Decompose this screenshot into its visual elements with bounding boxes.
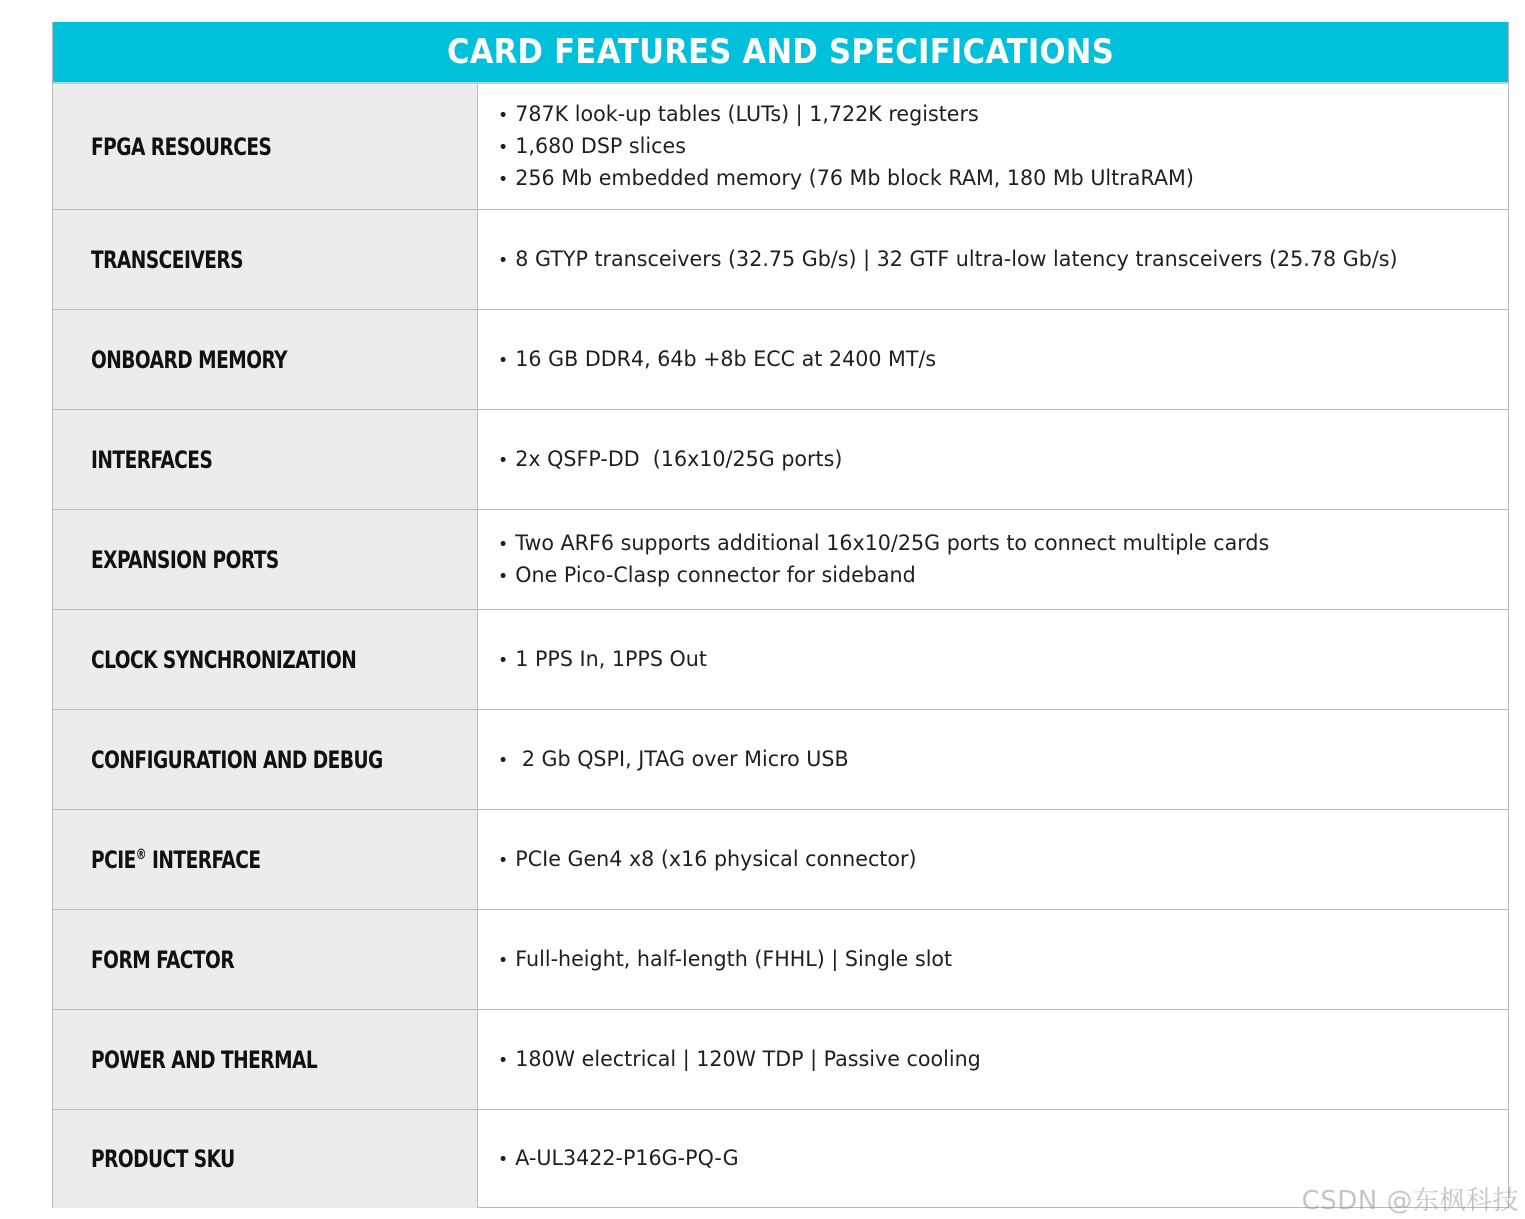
spec-row <box>53 1010 1508 1110</box>
spec-row <box>53 210 1508 310</box>
spec-label-text: FORM FACTOR <box>91 945 235 974</box>
spec-label-cell <box>53 710 478 809</box>
spec-label-text: CONFIGURATION AND DEBUG <box>91 745 383 774</box>
spec-value-list <box>498 244 1508 276</box>
spec-value-cell <box>478 510 1508 609</box>
spec-label <box>91 646 356 674</box>
spec-label-text: PCIE <box>91 845 136 874</box>
spec-value-list <box>498 644 1508 676</box>
spec-label-cell <box>53 210 478 309</box>
spec-value-cell <box>478 710 1508 809</box>
spec-value-list <box>498 528 1508 592</box>
spec-value-cell <box>478 610 1508 709</box>
spec-row <box>53 84 1508 210</box>
spec-value-list <box>498 944 1508 976</box>
spec-label-cell <box>53 510 478 609</box>
spec-value-list <box>498 99 1508 195</box>
spec-label-text: PRODUCT SKU <box>91 1145 235 1173</box>
spec-row <box>53 510 1508 610</box>
spec-label-cell <box>53 1110 478 1208</box>
spec-table <box>53 84 1508 1208</box>
page-title: CARD FEATURES AND SPECIFICATIONS <box>446 32 1115 72</box>
spec-row <box>53 410 1508 510</box>
spec-label-text: FPGA RESOURCES <box>91 132 272 161</box>
spec-label-text: TRANSCEIVERS <box>91 245 244 274</box>
spec-label <box>91 1145 235 1173</box>
spec-label <box>91 946 234 974</box>
spec-value-list <box>498 1044 1508 1076</box>
spec-label <box>91 446 212 474</box>
spec-label <box>91 133 271 161</box>
spec-value-item: • One Pico-Clasp connector for sideband <box>498 560 1468 592</box>
spec-label <box>91 1046 317 1074</box>
spec-row <box>53 1110 1508 1208</box>
title-bar <box>53 22 1508 84</box>
spec-label-cell <box>53 910 478 1009</box>
spec-label-suffix: INTERFACE <box>146 845 261 874</box>
spec-label-cell <box>53 610 478 709</box>
spec-label-text: EXPANSION PORTS <box>91 545 279 574</box>
spec-value-list <box>498 844 1508 876</box>
registered-mark: ® <box>135 846 147 863</box>
spec-label-cell <box>53 310 478 409</box>
spec-row <box>53 310 1508 410</box>
spec-value-list <box>498 444 1508 476</box>
spec-value-item: • 2 Gb QSPI, JTAG over Micro USB <box>498 744 1468 776</box>
spec-label-cell <box>53 84 478 209</box>
spec-value-item: • 16 GB DDR4, 64b +8b ECC at 2400 MT/s <box>498 344 1468 376</box>
spec-label-cell <box>53 1010 478 1109</box>
spec-value-cell <box>478 310 1508 409</box>
spec-value-list <box>498 744 1508 776</box>
spec-value-item: • 2x QSFP-DD (16x10/25G ports) <box>498 444 1468 476</box>
spec-value-item: • 1,680 DSP slices <box>498 131 1468 163</box>
spec-label-text: INTERFACES <box>91 445 213 474</box>
spec-label <box>91 346 287 374</box>
spec-value-list <box>498 1143 1508 1175</box>
spec-value-cell <box>478 84 1508 209</box>
spec-label <box>91 846 261 874</box>
spec-label-text: CLOCK SYNCHRONIZATION <box>91 645 357 674</box>
spec-sheet <box>52 22 1509 1208</box>
spec-value-item: • 1 PPS In, 1PPS Out <box>498 644 1468 676</box>
spec-value-cell <box>478 410 1508 509</box>
watermark: CSDN @东枫科技 <box>1301 1186 1519 1216</box>
spec-label <box>91 546 279 574</box>
spec-value-item: • 180W electrical | 120W TDP | Passive cooling <box>498 1044 1468 1076</box>
spec-value-list <box>498 344 1508 376</box>
spec-row <box>53 910 1508 1010</box>
spec-value-item: • Full-height, half-length (FHHL) | Single slot <box>498 944 1468 976</box>
spec-label-text: ONBOARD MEMORY <box>91 345 288 374</box>
spec-value-cell <box>478 1010 1508 1109</box>
spec-value-item: • 8 GTYP transceivers (32.75 Gb/s) | 32 GTF ultra-low latency transceivers (25.78 Gb/s) <box>498 244 1468 276</box>
spec-value-cell <box>478 210 1508 309</box>
spec-value-cell <box>478 910 1508 1009</box>
spec-row <box>53 610 1508 710</box>
spec-label <box>91 246 243 274</box>
spec-value-item: • Two ARF6 supports additional 16x10/25G ports to connect multiple cards <box>498 528 1468 560</box>
spec-value-item: • 256 Mb embedded memory (76 Mb block RAM, 180 Mb UltraRAM) <box>498 163 1468 195</box>
spec-row <box>53 810 1508 910</box>
spec-value-cell <box>478 810 1508 909</box>
spec-label <box>91 746 383 774</box>
spec-label-cell <box>53 410 478 509</box>
spec-value-item: • 787K look-up tables (LUTs) | 1,722K registers <box>498 99 1468 131</box>
spec-row <box>53 710 1508 810</box>
spec-label-cell <box>53 810 478 909</box>
spec-value-item: • A-UL3422-P16G-PQ-G <box>498 1143 1468 1175</box>
spec-value-item: • PCIe Gen4 x8 (x16 physical connector) <box>498 844 1468 876</box>
spec-label-text: POWER AND THERMAL <box>91 1045 318 1074</box>
